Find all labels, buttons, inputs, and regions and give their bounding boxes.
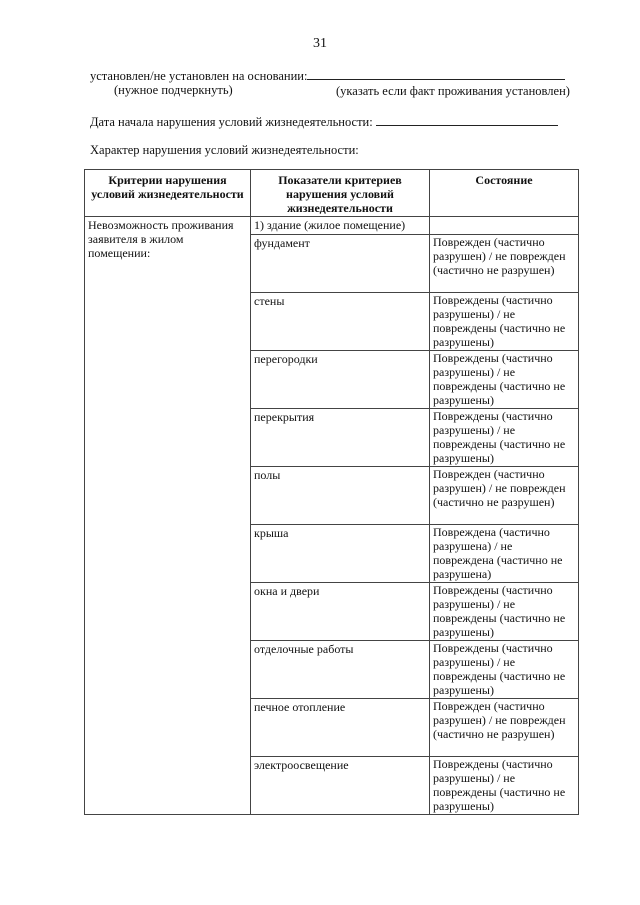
indicator-cell: отделочные работы [251, 641, 430, 699]
indicator-cell: полы [251, 467, 430, 525]
state-cell[interactable]: Поврежден (частично разрушен) / не поврежден (частично не разрушен) [430, 467, 579, 525]
indicator-cell: электроосвещение [251, 757, 430, 815]
header-indicators: Показатели критериев нарушения условий жизнедеятельности [251, 170, 430, 217]
criterion-cell: Невозможность проживания заявителя в жилом помещении: [85, 217, 251, 815]
violation-character-label: Характер нарушения условий жизнедеятельности: [90, 143, 359, 157]
indicator-cell: стены [251, 293, 430, 351]
state-cell[interactable]: Поврежден (частично разрушен) / не поврежден (частично не разрушен) [430, 699, 579, 757]
basis-hint-residence: (указать если факт проживания установлен) [336, 84, 570, 98]
state-cell[interactable]: Повреждены (частично разрушены) / не повреждены (частично не разрушены) [430, 583, 579, 641]
page-number: 31 [313, 36, 327, 51]
violation-start-label: Дата начала нарушения условий жизнедеятельности: [90, 115, 373, 129]
indicator-cell: окна и двери [251, 583, 430, 641]
state-cell[interactable]: Повреждена (частично разрушена) / не повреждена (частично не разрушена) [430, 525, 579, 583]
state-cell[interactable]: Повреждены (частично разрушены) / не повреждены (частично не разрушены) [430, 757, 579, 815]
subhead-state-cell [430, 217, 579, 235]
indicator-cell: печное отопление [251, 699, 430, 757]
table-subhead-row [85, 217, 579, 235]
indicator-cell: перегородки [251, 351, 430, 409]
state-cell[interactable]: Повреждены (частично разрушены) / не повреждены (частично не разрушены) [430, 641, 579, 699]
criteria-table [84, 169, 579, 815]
state-cell[interactable]: Повреждены (частично разрушены) / не повреждены (частично не разрушены) [430, 351, 579, 409]
basis-blank-field[interactable] [307, 68, 565, 80]
indicator-cell: крыша [251, 525, 430, 583]
header-state: Состояние [430, 170, 579, 217]
violation-start-blank-field[interactable] [376, 114, 558, 126]
state-cell[interactable]: Повреждены (частично разрушены) / не повреждены (частично не разрушены) [430, 409, 579, 467]
state-cell[interactable]: Поврежден (частично разрушен) / не поврежден (частично не разрушен) [430, 235, 579, 293]
indicator-cell: перекрытия [251, 409, 430, 467]
table-header-row [85, 170, 579, 217]
basis-line [90, 68, 565, 84]
header-criteria: Критерии нарушения условий жизнедеятельности [85, 170, 251, 217]
state-cell[interactable]: Повреждены (частично разрушены) / не повреждены (частично не разрушены) [430, 293, 579, 351]
violation-start-line [90, 114, 558, 130]
indicator-cell: фундамент [251, 235, 430, 293]
basis-hint-underline: (нужное подчеркнуть) [114, 83, 233, 97]
subhead-cell: 1) здание (жилое помещение) [251, 217, 430, 235]
basis-label: установлен/не установлен на основании: [90, 69, 308, 83]
